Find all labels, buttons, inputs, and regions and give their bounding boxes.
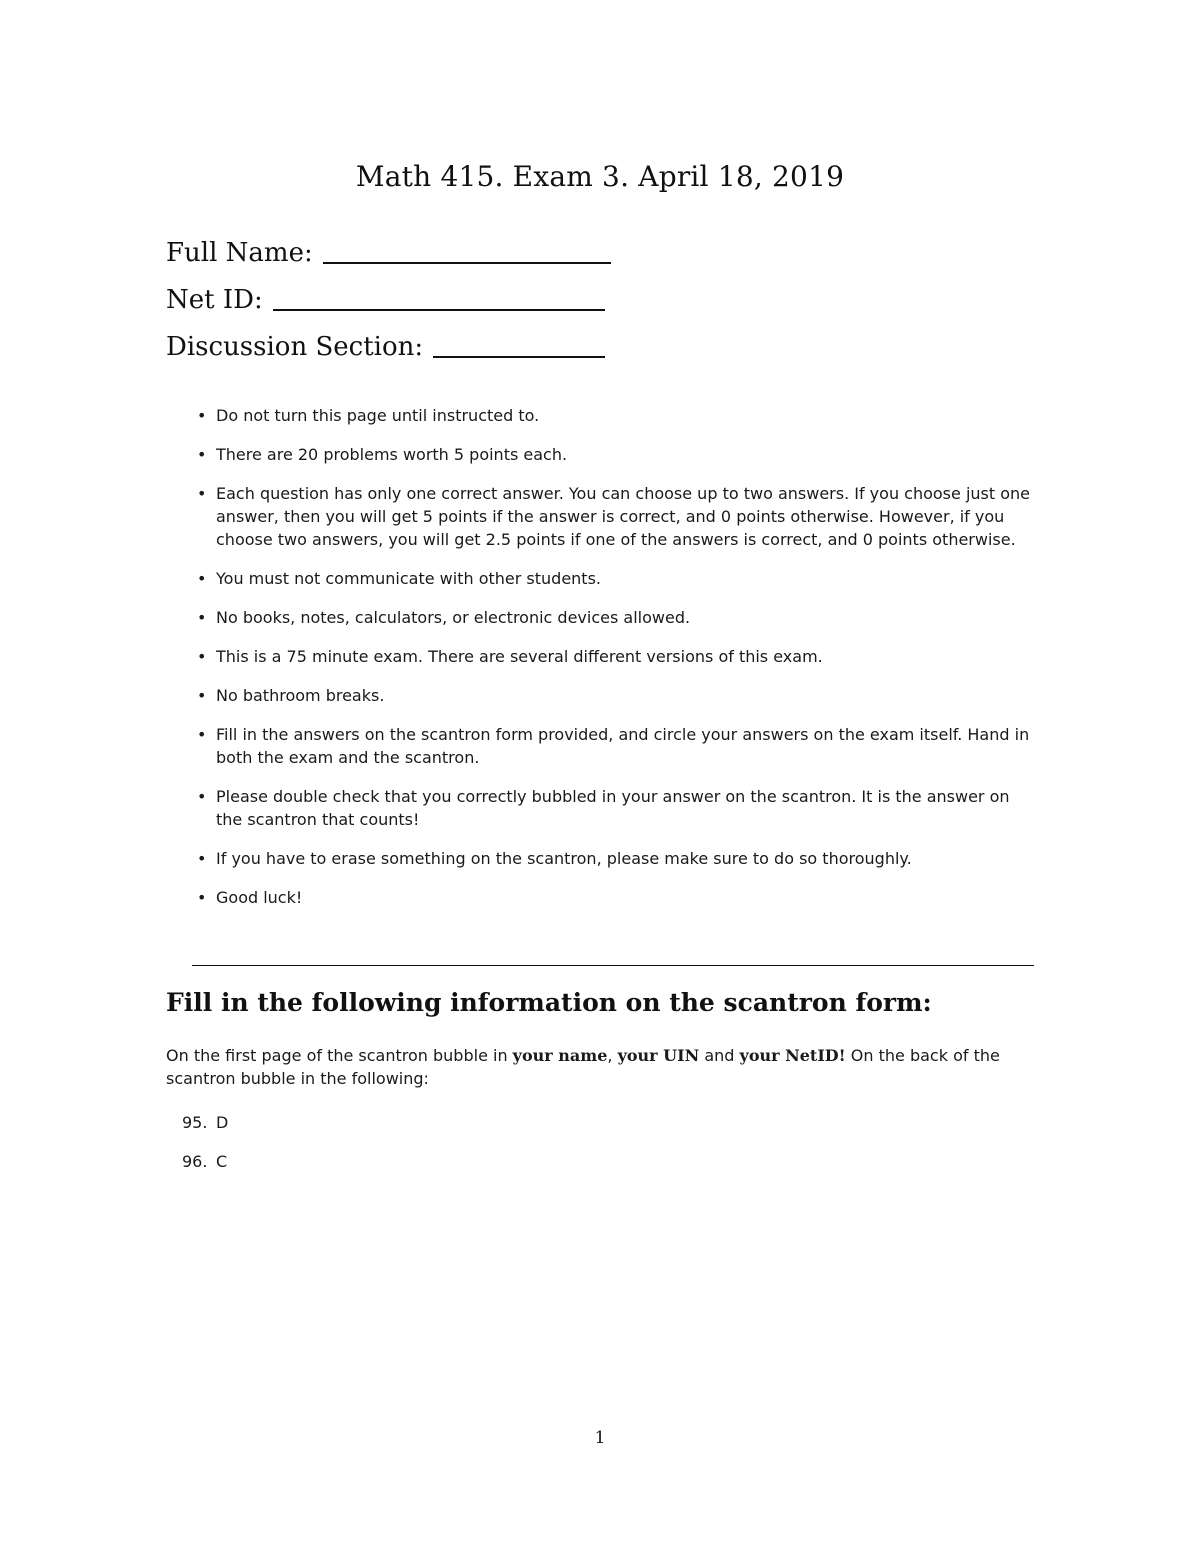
- full-name-field: [166, 238, 611, 268]
- answer-item: [182, 1111, 228, 1134]
- horizontal-divider: [192, 965, 1034, 966]
- discussion-section-label: Discussion Section:: [166, 332, 424, 362]
- answer-value: C: [216, 1152, 228, 1171]
- rule-item: [192, 886, 1034, 909]
- bullet-icon: •: [197, 445, 207, 464]
- exam-title: Math 415. Exam 3. April 18, 2019: [355, 160, 845, 193]
- full-name-blank: [323, 240, 611, 264]
- scantron-section-heading: Fill in the following information on the scantron form:: [166, 988, 932, 1017]
- rule-text: Fill in the answers on the scantron form provided, and circle your answers on the exam itself. Hand in both the exam and the scantron.: [216, 725, 1030, 767]
- rule-item: [192, 645, 1034, 668]
- instruction-text: and: [699, 1046, 740, 1065]
- rule-text: There are 20 problems worth 5 points each.: [216, 445, 568, 464]
- net-id-label: Net ID:: [166, 285, 263, 315]
- instruction-text: ,: [607, 1046, 618, 1065]
- net-id-field: [166, 285, 605, 315]
- rule-text: This is a 75 minute exam. There are several different versions of this exam.: [216, 647, 823, 666]
- bullet-icon: •: [197, 608, 207, 627]
- rule-item: [192, 606, 1034, 629]
- rule-text: If you have to erase something on the scantron, please make sure to do so thoroughly.: [216, 849, 912, 868]
- bullet-icon: •: [197, 569, 207, 588]
- exam-rules-list: [192, 404, 1034, 925]
- rule-text: No bathroom breaks.: [216, 686, 385, 705]
- rule-item: [192, 443, 1034, 466]
- rule-item: [192, 847, 1034, 870]
- bullet-icon: •: [197, 888, 207, 907]
- rule-item: [192, 785, 1034, 831]
- bullet-icon: •: [197, 686, 207, 705]
- page-number: 1: [594, 1428, 606, 1448]
- scantron-answer-list: [182, 1111, 228, 1189]
- rule-text: Good luck!: [216, 888, 303, 907]
- rule-item: [192, 723, 1034, 769]
- answer-number: 95.: [182, 1113, 208, 1132]
- bullet-icon: •: [197, 725, 207, 744]
- answer-value: D: [216, 1113, 229, 1132]
- bullet-icon: •: [197, 849, 207, 868]
- instruction-text: On the first page of the scantron bubble in: [166, 1046, 513, 1065]
- rule-item: [192, 482, 1034, 551]
- bullet-icon: •: [197, 406, 207, 425]
- answer-item: [182, 1150, 228, 1173]
- rule-text: Do not turn this page until instructed to.: [216, 406, 540, 425]
- instruction-emphasis: your UIN: [617, 1046, 700, 1065]
- rule-text: Each question has only one correct answer. You can choose up to two answers. If you choose just one answer, then you will get 5 points if the answer is correct, and 0 points otherwise. However, if you choose two answers, you will get 2.5 points if one of the answers is correct, and 0 points otherwise.: [216, 484, 1030, 549]
- bullet-icon: •: [197, 787, 207, 806]
- instruction-text: On the back of the scantron bubble in the following:: [166, 1046, 1000, 1088]
- bullet-icon: •: [197, 484, 207, 503]
- instruction-emphasis: your name: [512, 1046, 608, 1065]
- rule-text: Please double check that you correctly bubbled in your answer on the scantron. It is the answer on the scantron that counts!: [216, 787, 1010, 829]
- rule-item: [192, 567, 1034, 590]
- instruction-emphasis: your NetID!: [739, 1046, 846, 1065]
- scantron-instruction: [166, 1044, 1036, 1090]
- net-id-blank: [273, 287, 605, 311]
- rule-text: No books, notes, calculators, or electronic devices allowed.: [216, 608, 691, 627]
- rule-item: [192, 404, 1034, 427]
- discussion-section-field: [166, 332, 605, 362]
- rule-item: [192, 684, 1034, 707]
- answer-number: 96.: [182, 1152, 208, 1171]
- bullet-icon: •: [197, 647, 207, 666]
- discussion-section-blank: [433, 334, 605, 358]
- rule-text: You must not communicate with other students.: [216, 569, 601, 588]
- full-name-label: Full Name:: [166, 238, 313, 268]
